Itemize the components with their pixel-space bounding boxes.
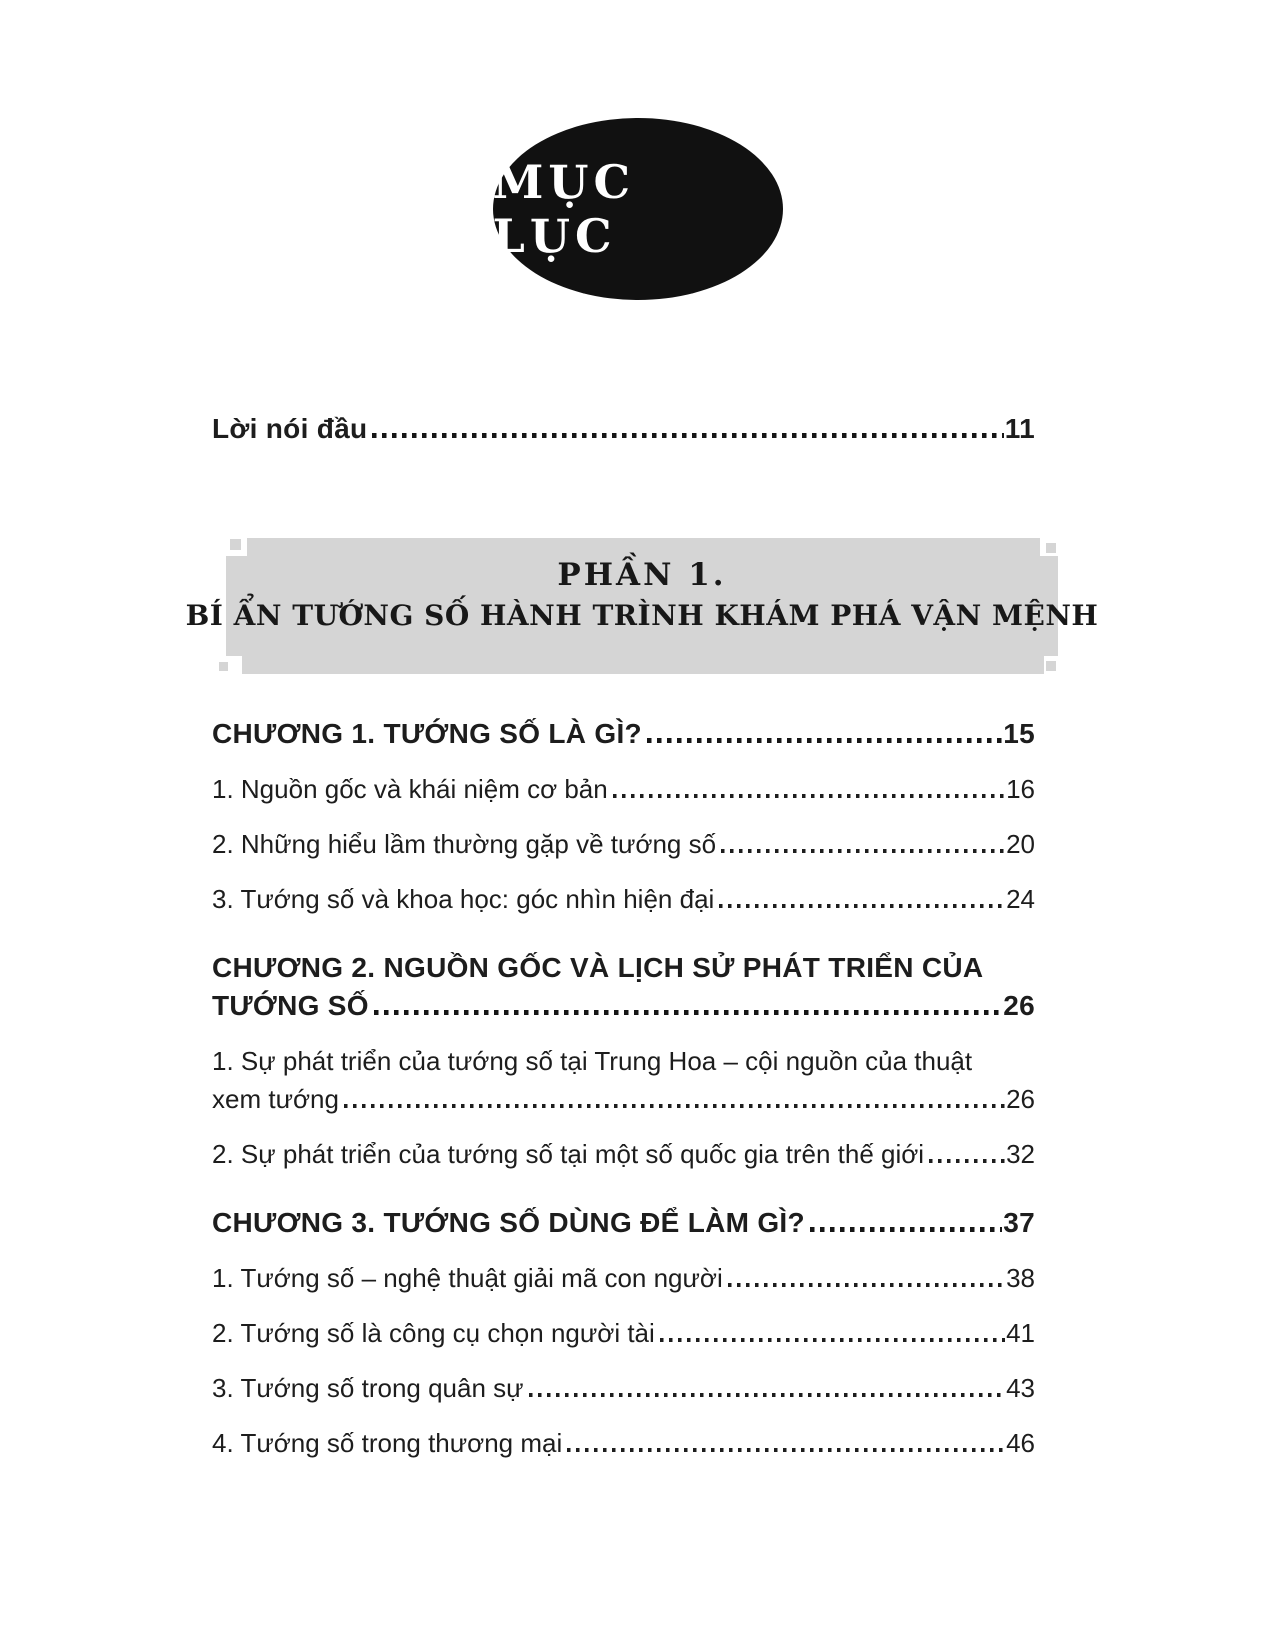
toc-page-number: 16 <box>1006 774 1035 804</box>
toc-item-row <box>212 1135 1035 1173</box>
dot-leader <box>613 793 1005 798</box>
toc-page-number: 38 <box>1006 1263 1035 1293</box>
toc-entry-title: CHƯƠNG 1. TƯỚNG SỐ LÀ GÌ? <box>212 718 642 749</box>
dot-leader <box>372 432 1003 438</box>
part-banner <box>185 538 1099 674</box>
toc-page-number: 37 <box>1003 1207 1035 1238</box>
toc-content <box>185 412 1099 1462</box>
toc-entry-title: 1. Sự phát triển của tướng số tại Trung Hoa – cội nguồn của thuật <box>212 1046 973 1076</box>
dot-leader <box>374 1009 1002 1015</box>
toc-page-number: 24 <box>1006 884 1035 914</box>
toc-page-number: 41 <box>1006 1318 1035 1348</box>
preface-entry <box>212 412 1035 446</box>
toc-page-number: 26 <box>1003 990 1035 1021</box>
toc-page-number: 32 <box>1006 1139 1035 1169</box>
toc-entry-title: 1. Nguồn gốc và khái niệm cơ bản <box>212 774 608 804</box>
toc-entry-title: 2. Những hiểu lầm thường gặp về tướng số <box>212 829 717 859</box>
muc-luc-badge <box>493 118 783 300</box>
dot-leader <box>719 903 1005 908</box>
toc-page-number: 46 <box>1006 1428 1035 1458</box>
toc-chapter-row <box>212 1204 1035 1242</box>
toc-item-row <box>212 1080 1035 1118</box>
dot-leader <box>529 1392 1006 1397</box>
toc-entry-title: CHƯƠNG 3. TƯỚNG SỐ DÙNG ĐỂ LÀM GÌ? <box>212 1207 805 1238</box>
toc-item-row <box>212 880 1035 918</box>
toc-entry-title: 2. Tướng số là công cụ chọn người tài <box>212 1318 655 1348</box>
toc-item-row <box>212 1314 1035 1352</box>
toc-entry-title: 2. Sự phát triển của tướng số tại một số quốc gia trên thế giới <box>212 1139 925 1169</box>
dot-leader <box>567 1447 1005 1452</box>
toc-entry-title: CHƯƠNG 2. NGUỒN GỐC VÀ LỊCH SỬ PHÁT TRIỂN CỦA <box>212 952 984 983</box>
toc-entry-title: 1. Tướng số – nghệ thuật giải mã con người <box>212 1263 723 1293</box>
toc-page-number: 26 <box>1006 1084 1035 1114</box>
preface-page-number: 11 <box>1004 413 1035 444</box>
toc-item-row <box>212 1369 1035 1407</box>
dot-leader <box>721 848 1005 853</box>
toc-item-row <box>212 1259 1035 1297</box>
part-title: BÍ ẨN TƯỚNG SỐ HÀNH TRÌNH KHÁM PHÁ VẬN MỆNH <box>185 599 1099 632</box>
toc-chapter-row <box>212 987 1035 1025</box>
toc-chapter-row <box>212 715 1035 753</box>
dot-leader <box>647 737 1002 743</box>
toc-item-row <box>212 1042 1035 1080</box>
toc-item-row <box>212 1424 1035 1462</box>
toc-page-number: 15 <box>1003 718 1035 749</box>
toc-entry-title: 3. Tướng số trong quân sự <box>212 1373 524 1403</box>
toc-page-number: 20 <box>1006 829 1035 859</box>
toc-item-row <box>212 770 1035 808</box>
dot-leader <box>728 1282 1005 1287</box>
toc-entry-title: TƯỚNG SỐ <box>212 990 369 1021</box>
toc-page-number: 43 <box>1006 1373 1035 1403</box>
muc-luc-title: MỤC LỤC <box>492 155 636 263</box>
toc-entry-title: xem tướng <box>212 1084 339 1114</box>
toc-entry-title: 4. Tướng số trong thương mại <box>212 1428 563 1458</box>
toc-entry-title: 3. Tướng số và khoa học: góc nhìn hiện đại <box>212 884 715 914</box>
preface-label: Lời nói đầu <box>212 413 368 444</box>
dot-leader <box>660 1337 1005 1342</box>
part-number: PHẦN 1. <box>557 557 727 593</box>
dot-leader <box>929 1158 1005 1163</box>
dot-leader <box>344 1103 1005 1108</box>
toc-list <box>212 715 1035 1462</box>
toc-chapter-row <box>212 949 1035 987</box>
dot-leader <box>810 1226 1002 1232</box>
toc-item-row <box>212 825 1035 863</box>
part-banner-text <box>185 538 1099 674</box>
